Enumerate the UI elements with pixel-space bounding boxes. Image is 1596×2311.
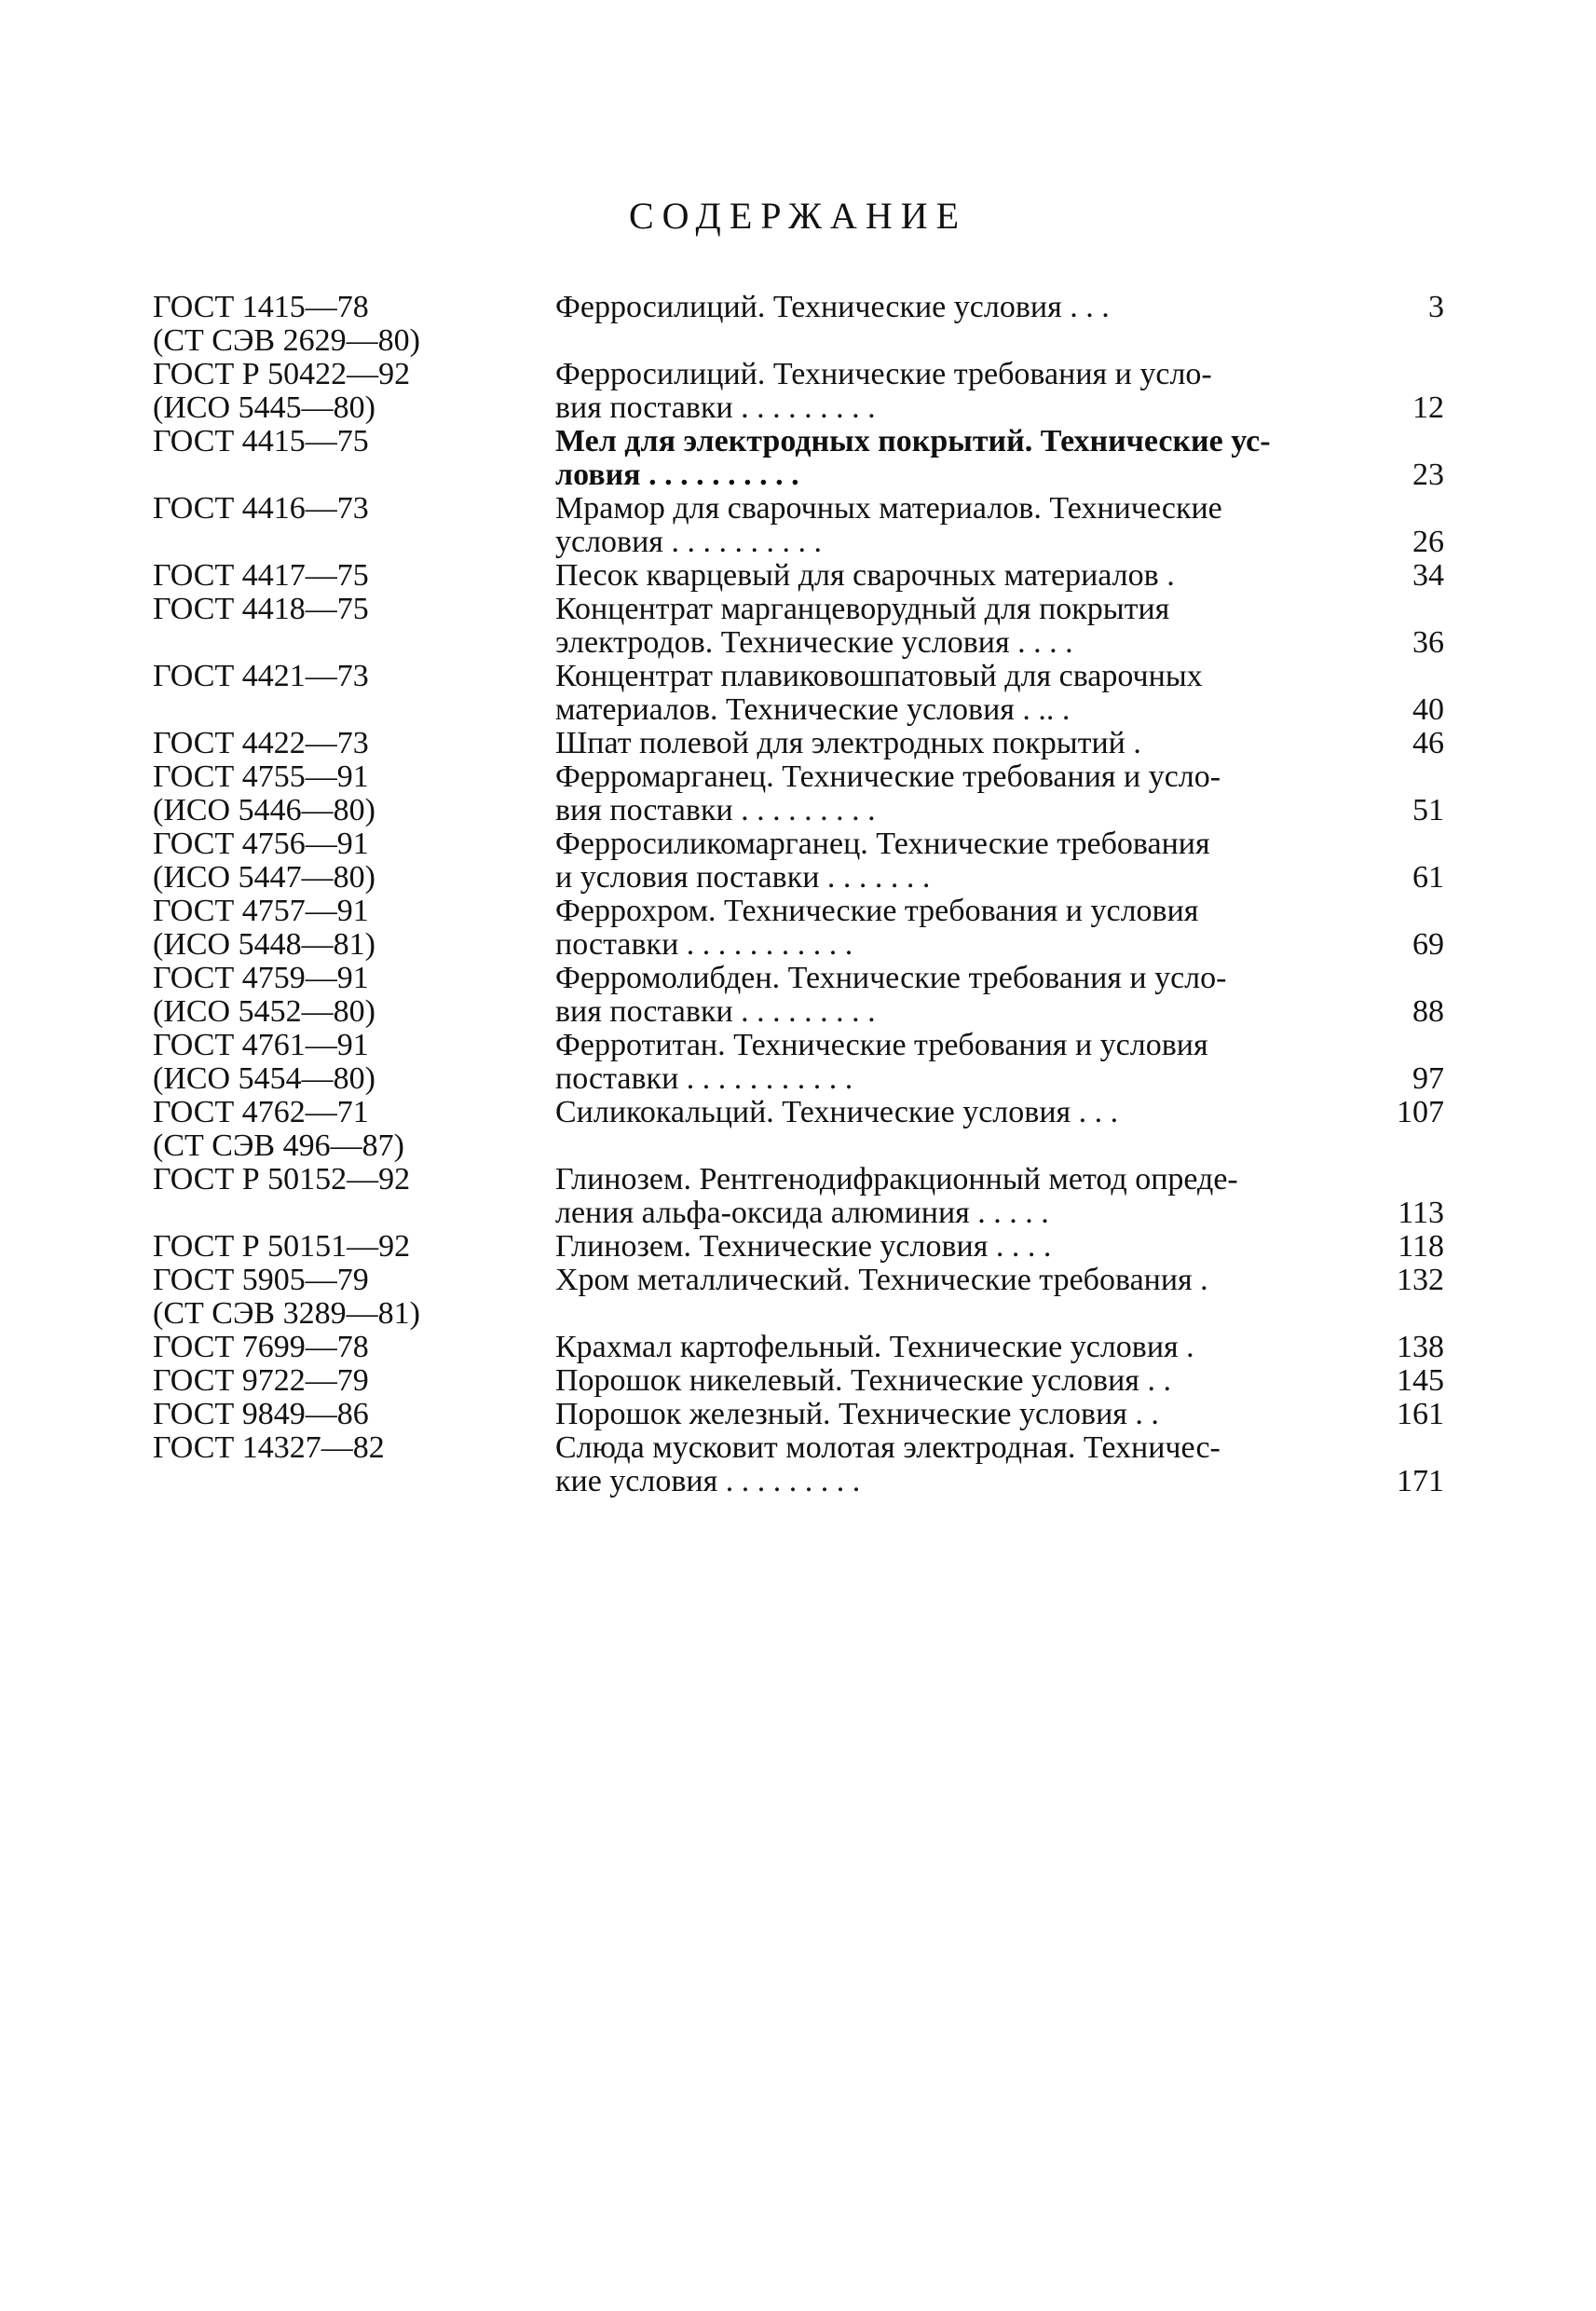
entry-title-line: материалов. Технические условия . .. . [555,692,1071,727]
standard-equivalent: (СТ СЭВ 3289—81) [153,1296,420,1331]
standard-number: ГОСТ 4417—75 [153,558,369,593]
entry-title-line: Глинозем. Рентгенодифракционный метод опреде- [555,1162,1238,1197]
standard-number: ГОСТ 1415—78 [153,290,369,324]
page-number: 3 [1428,290,1444,324]
standard-number: ГОСТ 4759—91 [153,961,369,995]
page-number: 12 [1412,390,1444,425]
entry-title-line: Крахмал картофельный. Технические условия . [555,1330,1194,1364]
entry-title-line: ления альфа-оксида алюминия . . . . . [555,1196,1049,1230]
page-number: 107 [1397,1095,1444,1129]
entry-title-line: Феррохром. Технические требования и условия [555,894,1199,928]
page-title: СОДЕРЖАНИЕ [628,195,968,237]
standard-equivalent: (ИСО 5445—80) [153,390,375,425]
entry-title-line: электродов. Технические условия . . . . [555,625,1073,660]
page-number: 145 [1397,1363,1444,1398]
standard-number: ГОСТ 4421—73 [153,659,369,693]
entry-title-line: поставки . . . . . . . . . . . [555,927,853,962]
standard-number: ГОСТ 4757—91 [153,894,369,928]
page-number: 161 [1397,1397,1444,1431]
standard-number: ГОСТ 7699—78 [153,1330,369,1364]
standard-number: ГОСТ 4762—71 [153,1095,369,1129]
page-number: 69 [1412,927,1444,962]
standard-number: ГОСТ 4756—91 [153,827,369,861]
standard-number: ГОСТ 5905—79 [153,1263,369,1297]
entry-title-line: Ферросилиций. Технические требования и усло- [555,357,1212,391]
entry-title-line: вия поставки . . . . . . . . . [555,390,876,425]
standard-equivalent: (СТ СЭВ 2629—80) [153,323,420,358]
entry-title-line: Хром металлический. Технические требования . [555,1263,1208,1297]
entry-title-line: Концентрат марганцеворудный для покрытия [555,592,1170,626]
page-number: 132 [1397,1263,1444,1297]
entry-title-line: Ферромарганец. Технические требования и усло- [555,759,1221,794]
page-number: 40 [1412,692,1444,727]
entry-title-line: Концентрат плавиковошпатовый для сварочных [555,659,1203,693]
page-number: 97 [1412,1061,1444,1096]
standard-number: ГОСТ 4422—73 [153,726,369,760]
page-number: 138 [1397,1330,1444,1364]
page-number: 23 [1412,458,1444,492]
entry-title-line: поставки . . . . . . . . . . . [555,1061,853,1096]
page-number: 34 [1412,558,1444,593]
standard-number: ГОСТ 4416—73 [153,491,369,526]
entry-title-line: кие условия . . . . . . . . . [555,1464,861,1498]
page-number: 36 [1412,625,1444,660]
standard-number: ГОСТ Р 50151—92 [153,1229,411,1264]
entry-title-line: Глинозем. Технические условия . . . . [555,1229,1052,1264]
entry-title-line: вия поставки . . . . . . . . . [555,994,876,1029]
entry-title-line: Порошок железный. Технические условия . . [555,1397,1159,1431]
entry-title-line: Порошок никелевый. Технические условия . . [555,1363,1171,1398]
entry-title-line: Мрамор для сварочных материалов. Технические [555,491,1222,526]
page-number: 61 [1412,860,1444,895]
entry-title-line: Ферросилиций. Технические условия . . . [555,290,1110,324]
page-number: 46 [1412,726,1444,760]
standard-number: ГОСТ 9849—86 [153,1397,369,1431]
standard-number: ГОСТ 4755—91 [153,759,369,794]
entry-title-line: Ферросиликомарганец. Технические требования [555,827,1210,861]
standard-equivalent: (ИСО 5447—80) [153,860,375,895]
page-number: 51 [1412,793,1444,827]
standard-number: ГОСТ Р 50152—92 [153,1162,411,1197]
standard-number: ГОСТ 9722—79 [153,1363,369,1398]
standard-number: ГОСТ 14327—82 [153,1430,385,1465]
entry-title-line: и условия поставки . . . . . . . [555,860,931,895]
entry-title-line: вия поставки . . . . . . . . . [555,793,876,827]
entry-title-line: Силикокальций. Технические условия . . . [555,1095,1119,1129]
entry-title-line: условия . . . . . . . . . . [555,525,822,559]
standard-equivalent: (ИСО 5446—80) [153,793,375,827]
entry-title-line: Ферромолибден. Технические требования и усло- [555,961,1227,995]
entry-title-line: Ферротитан. Технические требования и условия [555,1028,1208,1062]
page-number: 88 [1412,994,1444,1029]
standard-equivalent: (СТ СЭВ 496—87) [153,1128,404,1163]
standard-number: ГОСТ 4415—75 [153,424,369,458]
page-number: 171 [1397,1464,1444,1498]
page-number: 118 [1398,1229,1444,1264]
entry-title-line: Песок кварцевый для сварочных материалов . [555,558,1175,593]
entry-title-line: Слюда мусковит молотая электродная. Техничес- [555,1430,1221,1465]
standard-equivalent: (ИСО 5448—81) [153,927,375,962]
entry-title-line: ловия . . . . . . . . . . [555,458,799,492]
page-number: 26 [1412,525,1444,559]
standard-equivalent: (ИСО 5454—80) [153,1061,375,1096]
standard-number: ГОСТ Р 50422—92 [153,357,411,391]
entry-title-line: Мел для электродных покрытий. Технические ус- [555,424,1271,458]
entry-title-line: Шпат полевой для электродных покрытий . [555,726,1141,760]
standard-equivalent: (ИСО 5452—80) [153,994,375,1029]
standard-number: ГОСТ 4761—91 [153,1028,369,1062]
standard-number: ГОСТ 4418—75 [153,592,369,626]
page-number: 113 [1398,1196,1444,1230]
